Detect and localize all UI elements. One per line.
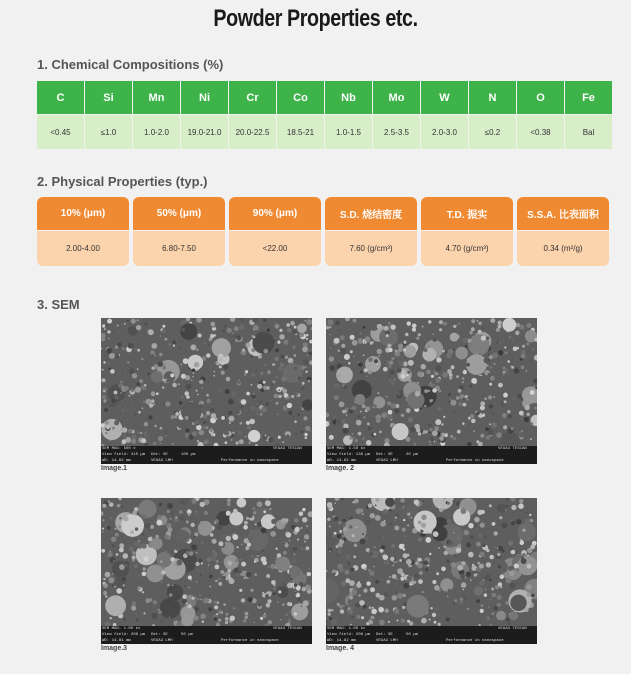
chem-value-c: <0.45 xyxy=(37,115,84,149)
phys-value-0: 2.00-4.00 xyxy=(37,231,129,266)
chem-value-co: 18.5-21 xyxy=(277,115,324,149)
chem-value-w: 2.0-3.0 xyxy=(421,115,468,149)
chem-header-c: C xyxy=(37,81,84,114)
sem-scale-label: 100 μm xyxy=(181,453,196,457)
chem-header-si: Si xyxy=(85,81,132,114)
chem-header-o: O xyxy=(517,81,564,114)
chem-header-w: W xyxy=(421,81,468,114)
sem-brand-label: VEGA3 TESCAN xyxy=(498,627,527,631)
sem-field-label: View field: 415 μm xyxy=(102,453,146,457)
sem-image-3 xyxy=(101,498,312,644)
phys-header-0: 10% (μm) xyxy=(37,197,129,230)
chem-header-co: Co xyxy=(277,81,324,114)
chem-value-fe: Bal xyxy=(565,115,612,149)
sem-caption: Image. 4 xyxy=(326,645,355,652)
chemical-value-row xyxy=(37,115,613,149)
sem-lab-label: VEGA3 LMH xyxy=(376,639,398,643)
chem-value-cr: 20.0-22.5 xyxy=(229,115,276,149)
chem-header-fe: Fe xyxy=(565,81,612,114)
sem-info-bar xyxy=(101,446,312,464)
sem-image-1 xyxy=(101,318,312,464)
sem-caption: Image. 2 xyxy=(326,465,355,472)
phys-header-5: S.S.A. 比表面积 xyxy=(517,197,609,230)
chemical-header-row xyxy=(37,81,613,114)
sem-brand-label: VEGA3 TESCAN xyxy=(498,447,527,451)
chem-value-o: <0.38 xyxy=(517,115,564,149)
sem-wd-label: WD: 14.82 mm xyxy=(102,459,131,463)
sem-image-4 xyxy=(326,498,537,644)
sem-micrograph xyxy=(326,318,537,446)
sem-lab-label: VEGA3 LMH xyxy=(151,459,173,463)
sem-info-bar xyxy=(326,626,537,644)
physical-value-row xyxy=(37,231,613,266)
sem-caption: Image.3 xyxy=(101,645,128,652)
chem-value-ni: 19.0-21.0 xyxy=(181,115,228,149)
phys-value-3: 7.60 (g/cm³) xyxy=(325,231,417,266)
sem-field-label: View field: 208 μm xyxy=(327,633,371,637)
sem-brand-label: VEGA3 TESCAN xyxy=(273,627,302,631)
sem-det-label: Det: SE xyxy=(376,633,393,637)
physical-header-row xyxy=(37,197,613,230)
sem-foot-label: Performance in nanospace xyxy=(221,459,279,463)
phys-header-2: 90% (μm) xyxy=(229,197,321,230)
chem-value-nb: 1.0-1.5 xyxy=(325,115,372,149)
physical-heading: 2. Physical Properties (typ.) xyxy=(37,174,208,189)
sem-foot-label: Performance in nanospace xyxy=(446,639,504,643)
phys-header-1: 50% (μm) xyxy=(133,197,225,230)
sem-foot-label: Performance in nanospace xyxy=(446,459,504,463)
sem-field-label: View field: 208 μm xyxy=(102,633,146,637)
chem-value-mn: 1.0-2.0 xyxy=(133,115,180,149)
sem-field-label: View field: 138 μm xyxy=(327,453,371,457)
sem-det-label: Det: SE xyxy=(151,633,168,637)
sem-wd-label: WD: 14.82 mm xyxy=(327,639,356,643)
sem-lab-label: VEGA3 LMH xyxy=(376,459,398,463)
sem-image-2 xyxy=(326,318,537,464)
chem-header-mn: Mn xyxy=(133,81,180,114)
sem-mag-label: SEM MAG: 1.50 kx xyxy=(327,447,366,451)
chem-value-n: ≤0.2 xyxy=(469,115,516,149)
sem-info-bar xyxy=(326,446,537,464)
phys-header-4: T.D. 振实 xyxy=(421,197,513,230)
sem-scale-label: 50 μm xyxy=(406,633,419,637)
sem-det-label: Det: SE xyxy=(151,453,168,457)
chem-value-mo: 2.5-3.5 xyxy=(373,115,420,149)
phys-value-4: 4.70 (g/cm³) xyxy=(421,231,513,266)
chem-value-si: ≤1.0 xyxy=(85,115,132,149)
chem-header-ni: Ni xyxy=(181,81,228,114)
phys-header-3: S.D. 烧结密度 xyxy=(325,197,417,230)
sem-mag-label: SEM MAG: 500 x xyxy=(102,447,136,451)
sem-det-label: Det: SE xyxy=(376,453,393,457)
sem-micrograph xyxy=(101,498,312,626)
sem-foot-label: Performance in nanospace xyxy=(221,639,279,643)
sem-info-bar xyxy=(101,626,312,644)
sem-micrograph xyxy=(101,318,312,446)
sem-lab-label: VEGA3 LMH xyxy=(151,639,173,643)
chemical-heading: 1. Chemical Compositions (%) xyxy=(37,57,224,72)
sem-heading: 3. SEM xyxy=(37,297,80,312)
phys-value-5: 0.34 (m²/g) xyxy=(517,231,609,266)
sem-mag-label: SEM MAG: 1.00 kx xyxy=(102,627,141,631)
chem-header-nb: Nb xyxy=(325,81,372,114)
sem-scale-label: 20 μm xyxy=(406,453,419,457)
phys-value-2: <22.00 xyxy=(229,231,321,266)
chem-header-n: N xyxy=(469,81,516,114)
sem-micrograph xyxy=(326,498,537,626)
page-title: Powder Properties etc. xyxy=(213,5,418,32)
sem-mag-label: SEM MAG: 1.00 kx xyxy=(327,627,366,631)
sem-wd-label: WD: 14.81 mm xyxy=(102,639,131,643)
chem-header-cr: Cr xyxy=(229,81,276,114)
chem-header-mo: Mo xyxy=(373,81,420,114)
sem-brand-label: VEGA3 TESCAN xyxy=(273,447,302,451)
sem-wd-label: WD: 14.82 mm xyxy=(327,459,356,463)
sem-scale-label: 50 μm xyxy=(181,633,194,637)
sem-caption: Image.1 xyxy=(101,465,128,472)
phys-value-1: 6.80-7.50 xyxy=(133,231,225,266)
